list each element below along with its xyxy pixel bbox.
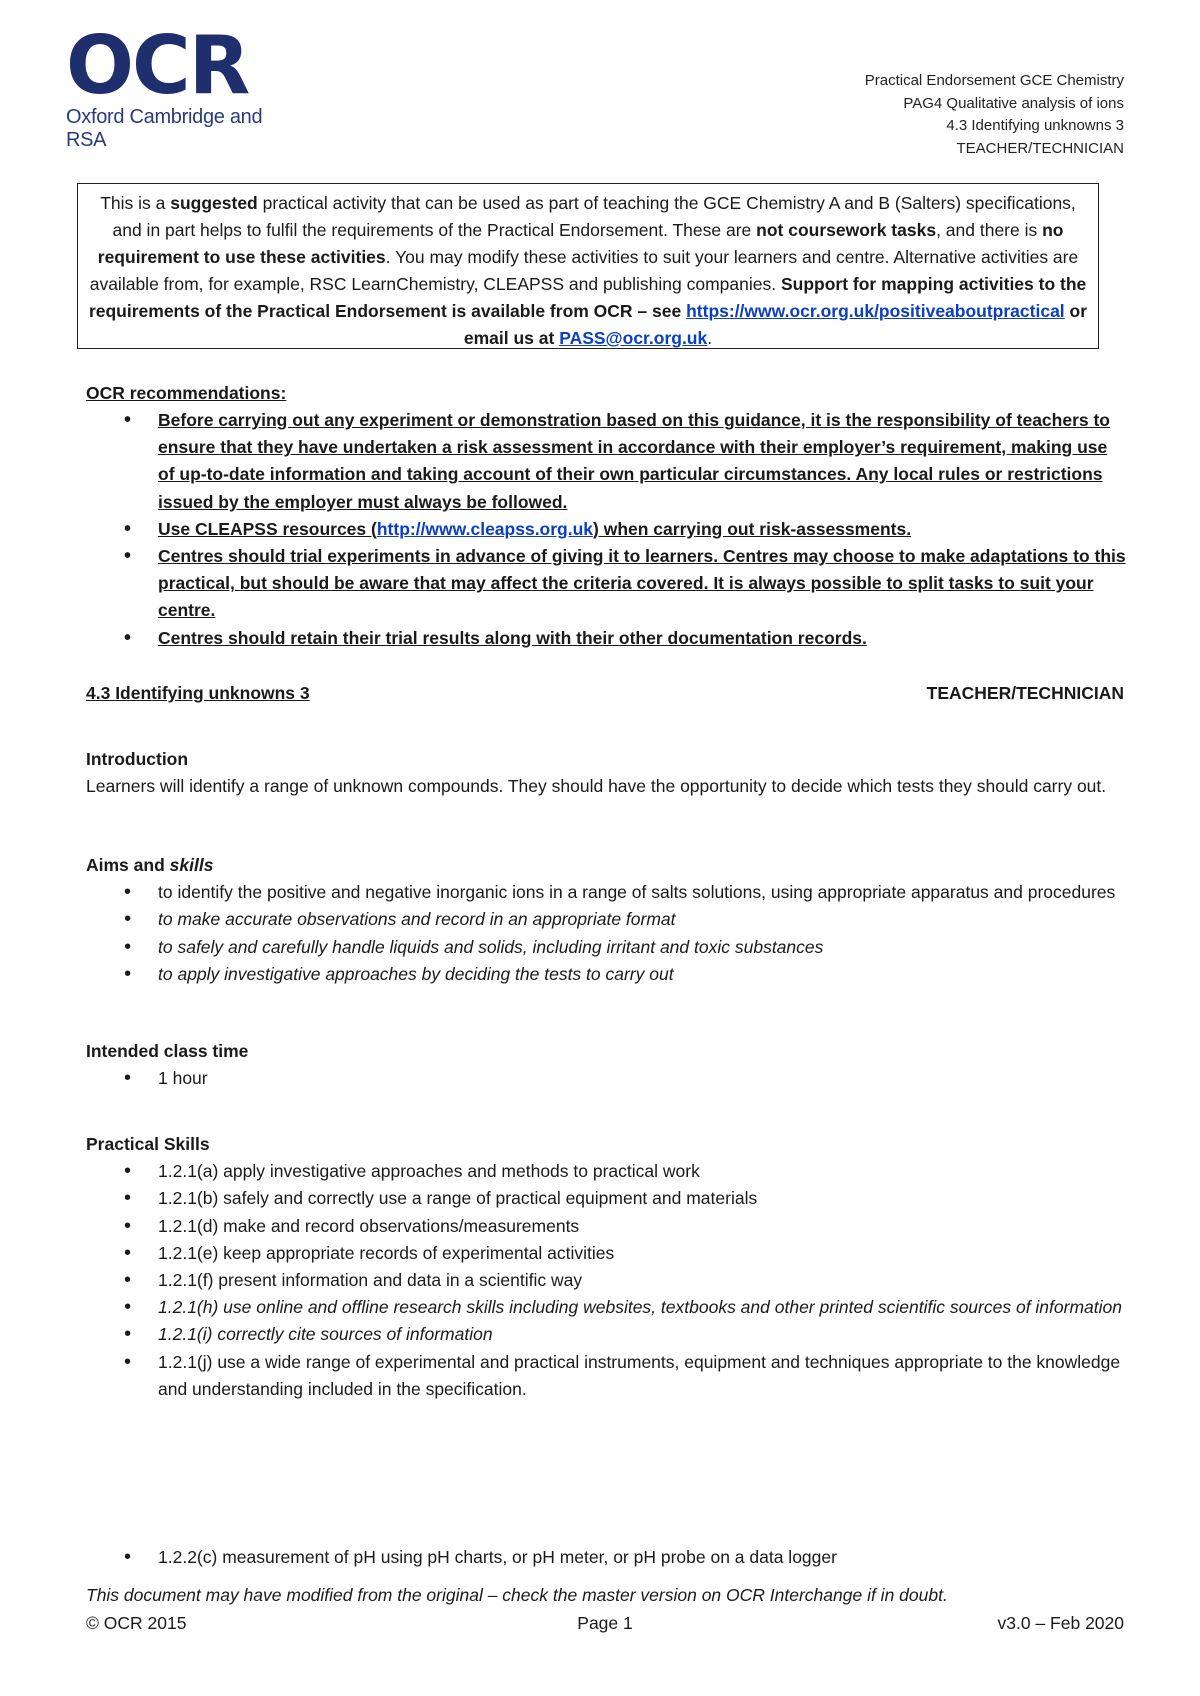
aims-heading-text: Aims and: [86, 855, 170, 875]
aims-heading-skills: skills: [169, 855, 214, 875]
list-item: • to identify the positive and negative inorganic ions in a range of salts solutions, using appropriate apparatus and procedures: [86, 879, 1126, 906]
list-item: • to safely and carefully handle liquids and solids, including irritant and toxic substances: [86, 934, 1126, 961]
list-item: • 1.2.1(a) apply investigative approaches and methods to practical work: [86, 1158, 1126, 1185]
notice-text: . You may modify these activities to suit your learners and centre. Alternative activities are available from, for example, RSC LearnChemistry, CLEAPSS and publishing companies.: [89, 247, 1079, 294]
list-item: • to make accurate observations and record in an appropriate format: [86, 906, 1126, 933]
list-item: • to apply investigative approaches by deciding the tests to carry out: [86, 961, 1126, 988]
notice-text: , and there is: [936, 220, 1043, 240]
practical-skills-extra-list: [86, 1544, 1126, 1571]
activity-title-row: [86, 683, 1124, 704]
list-item-text: ) when carrying out risk-assessments.: [593, 518, 912, 539]
notice-emphasis: no requirement to use these activities: [97, 220, 1064, 267]
activity-title: 4.3 Identifying unknowns 3: [86, 683, 310, 703]
header-line-2: PAG4 Qualitative analysis of ions: [903, 94, 1124, 112]
cleapss-link[interactable]: http://www.cleapss.org.uk: [376, 518, 594, 539]
list-item: • 1.2.1(b) safely and correctly use a range of practical equipment and materials: [86, 1185, 1126, 1212]
notice-text: This is a: [100, 193, 171, 213]
class-time-list: [86, 1065, 1126, 1092]
notice-support: or email us at: [463, 301, 1088, 348]
recommendations-list: [86, 407, 1126, 652]
header-line-3: 4.3 Identifying unknowns 3: [946, 117, 1124, 134]
list-item: • Before carrying out any experiment or demonstration based on this guidance, it is the responsibility of teachers to ensure that they have undertaken a risk assessment in accordance with their employer’s requirement, making use of up-to-date information and taking account of their own particular circumstances. Any local rules or restrictions issued by the employer must always be followed.: [86, 407, 1126, 516]
notice-support: Support for mapping activities to the requirements of the Practical Endorsement is available from OCR – see: [88, 274, 1087, 321]
copyright: © OCR 2015: [86, 1613, 187, 1633]
ocr-logo: [66, 19, 306, 152]
logo-mark: OCR: [66, 19, 249, 112]
aims-list: [86, 879, 1126, 988]
practical-skills-heading: Practical Skills: [86, 1134, 210, 1154]
list-item: [86, 516, 1126, 543]
list-item: • 1.2.1(i) correctly cite sources of information: [86, 1321, 1126, 1348]
notice-emphasis: not coursework tasks: [756, 220, 937, 240]
introduction-text: Learners will identify a range of unknown compounds. They should have the opportunity to decide which tests they should carry out.: [86, 776, 1107, 797]
aims-heading: [86, 852, 1126, 879]
list-item: • Centres should trial experiments in advance of giving it to learners. Centres may choose to make adaptations to this practical, but should be aware that may affect the criteria covered. It is always possible to split tasks to suit your centre.: [86, 543, 1126, 625]
practical-skills-list: [86, 1158, 1126, 1403]
logo-tagline: Oxford Cambridge and RSA: [66, 106, 263, 151]
page-number: Page 1: [577, 1613, 633, 1633]
class-time-section: [86, 1038, 1126, 1092]
pass-email-link[interactable]: PASS@ocr.org.uk: [559, 328, 708, 348]
list-item: • 1.2.1(j) use a wide range of experimental and practical instruments, equipment and techniques appropriate to the knowledge and understanding included in the specification.: [86, 1349, 1126, 1403]
header-info: [865, 70, 1124, 160]
disclaimer: This document may have modified from the original – check the master version on OCR Interchange if in doubt.: [86, 1585, 948, 1605]
recommendations-heading: OCR recommendations:: [86, 383, 287, 403]
notice-text: practical activity that can be used as part of teaching the GCE Chemistry A and B (Salters) specifications, and in part helps to fulfil the requirements of the Practical Endorsement. These are: [112, 193, 1076, 240]
notice-emphasis: suggested: [170, 193, 258, 213]
introduction-section: [86, 746, 1126, 800]
header-line-1: Practical Endorsement GCE Chemistry: [864, 72, 1124, 89]
header-line-4: TEACHER/TECHNICIAN: [956, 139, 1124, 157]
practical-skills-section: [86, 1131, 1126, 1403]
page-footer: [86, 1613, 1124, 1634]
list-item: • Centres should retain their trial results along with their other documentation records.: [86, 625, 1126, 652]
recommendations-section: [86, 380, 1126, 652]
version: v3.0 – Feb 2020: [997, 1613, 1124, 1633]
aims-section: [86, 852, 1126, 988]
list-item-text: Use CLEAPSS resources (: [158, 518, 377, 539]
introduction-heading: Introduction: [86, 749, 189, 769]
notice-box: [77, 183, 1099, 349]
positive-about-practical-link[interactable]: https://www.ocr.org.uk/positiveaboutpractical: [686, 301, 1065, 321]
notice-text: .: [707, 328, 713, 348]
list-item: • 1.2.1(f) present information and data in a scientific way: [86, 1267, 1126, 1294]
list-item: • 1.2.2(c) measurement of pH using pH charts, or pH meter, or pH probe on a data logger: [86, 1544, 1126, 1571]
list-item: • 1.2.1(e) keep appropriate records of experimental activities: [86, 1240, 1126, 1267]
practical-skills-extra: [86, 1544, 1126, 1571]
class-time-heading: Intended class time: [86, 1041, 249, 1061]
list-item: • 1 hour: [86, 1065, 1126, 1092]
list-item: • 1.2.1(d) make and record observations/measurements: [86, 1213, 1126, 1240]
audience-label: TEACHER/TECHNICIAN: [926, 683, 1124, 703]
list-item: • 1.2.1(h) use online and offline research skills including websites, textbooks and other printed scientific sources of information: [86, 1294, 1126, 1321]
